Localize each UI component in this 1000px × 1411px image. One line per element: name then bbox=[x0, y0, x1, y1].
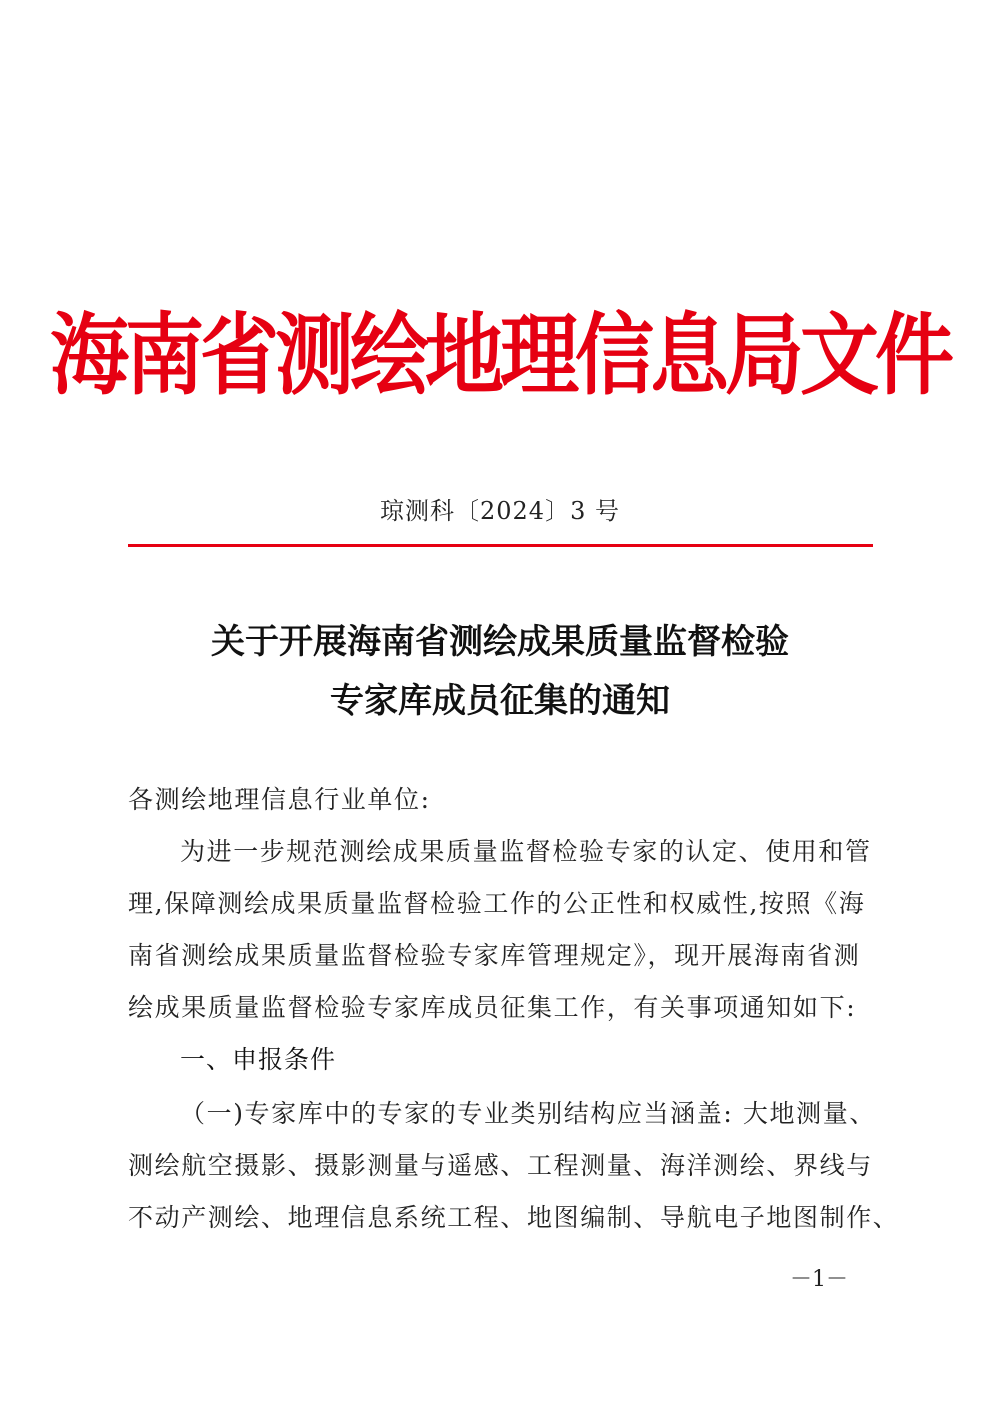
document-title-line-2: 专家库成员征集的通知 bbox=[330, 681, 670, 721]
item1-line-2: 测绘航空摄影、摄影测量与遥感、工程测量、海洋测绘、界线与 bbox=[128, 1151, 873, 1180]
intro-line-3: 南省测绘成果质量监督检验专家库管理规定》，现开展海南省测 bbox=[128, 941, 861, 970]
document-title-line-1: 关于开展海南省测绘成果质量监督检验 bbox=[211, 622, 789, 662]
agency-header: 海南省测绘地理信息局文件 bbox=[50, 304, 950, 408]
item1-line-3: 不动产测绘、地理信息系统工程、地图编制、导航电子地图制作、 bbox=[128, 1203, 900, 1232]
document-number: 琼测科〔2024〕3 号 bbox=[380, 497, 620, 525]
page-number: －1－ bbox=[790, 1267, 848, 1292]
intro-line-2: 理,保障测绘成果质量监督检验工作的公正性和权威性,按照《海 bbox=[128, 889, 866, 918]
section-heading-1: 一、申报条件 bbox=[180, 1045, 337, 1074]
intro-line-4: 绘成果质量监督检验专家库成员征集工作，有关事项通知如下: bbox=[128, 993, 857, 1022]
item1-line-1: （一)专家库中的专家的专业类别结构应当涵盖: 大地测量、 bbox=[180, 1099, 876, 1128]
salutation: 各测绘地理信息行业单位: bbox=[128, 785, 431, 814]
intro-line-1: 为进一步规范测绘成果质量监督检验专家的认定、使用和管 bbox=[180, 837, 872, 866]
red-divider bbox=[128, 544, 873, 547]
